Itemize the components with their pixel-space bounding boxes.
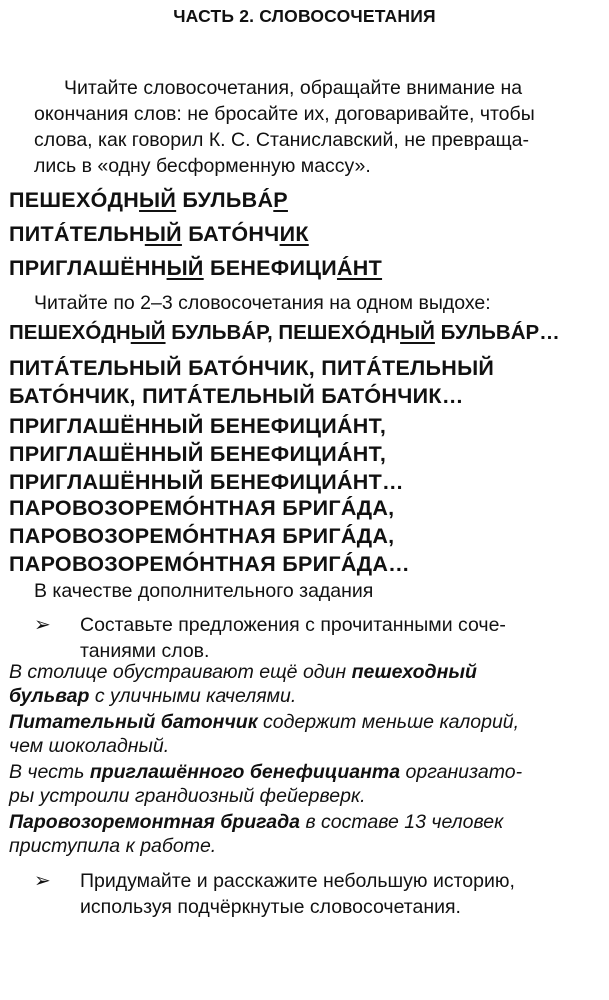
phrase-part: БУЛЬВÁ bbox=[176, 188, 274, 212]
bullet-task-1 bbox=[34, 612, 600, 664]
repeat-line: БАТÓНЧИК, ПИТÁТЕЛЬНЫЙ БАТÓНЧИК… bbox=[9, 384, 464, 408]
phrase-part: БУЛЬВÁР, ПЕШЕХÓДН bbox=[165, 321, 401, 344]
bullet-line: таниями слов. bbox=[80, 640, 210, 662]
phrase-part: ПЕШЕХÓДН bbox=[9, 321, 131, 344]
example-text: В честь bbox=[9, 761, 90, 783]
example-text: ры устроили грандиозный фейерверк. bbox=[9, 785, 366, 807]
bullet-line: Составьте предложения с прочитанными соче- bbox=[80, 614, 506, 636]
example-text: организато- bbox=[400, 761, 523, 783]
bullet-line: Придумайте и расскажите небольшую историю, bbox=[80, 870, 515, 892]
phrase-part: ПЕШЕХÓДН bbox=[9, 188, 140, 212]
example-bold: приглашённого бенефицианта bbox=[89, 761, 401, 783]
arrow-bullet-icon: ➢ bbox=[34, 614, 51, 636]
phrase-part: ПРИГЛАШЁНН bbox=[9, 256, 167, 280]
phrase-3 bbox=[9, 254, 382, 282]
phrase-2 bbox=[9, 220, 309, 248]
phrase-part: БУЛЬВÁР… bbox=[434, 321, 560, 344]
phrase-ending-underlined: ÁНТ bbox=[336, 256, 383, 280]
phrase-ending-underlined: ЫЙ bbox=[144, 222, 182, 246]
example-line bbox=[9, 660, 601, 684]
example-line bbox=[9, 784, 601, 808]
bullet-line: используя подчёркнутые словосочетания. bbox=[80, 896, 461, 918]
example-sentence-2 bbox=[9, 710, 601, 758]
phrase-part: БАТÓНЧ bbox=[181, 222, 280, 246]
intro-paragraph bbox=[34, 75, 600, 179]
intro-line: лись в «одну бесформенную массу». bbox=[34, 155, 371, 177]
phrase-1 bbox=[9, 186, 288, 214]
instruction-text: Читайте по 2–3 словосочетания на одном выдохе: bbox=[34, 292, 491, 314]
bullet-text bbox=[80, 612, 598, 664]
example-bold: Паровозоремонтная бригада bbox=[9, 811, 301, 833]
repeat-line: ПИТÁТЕЛЬНЫЙ БАТÓНЧИК, ПИТÁТЕЛЬНЫЙ bbox=[9, 356, 495, 380]
example-text: приступила к работе. bbox=[9, 835, 217, 857]
repeat-block-2 bbox=[9, 354, 494, 410]
example-sentence-1 bbox=[9, 660, 601, 708]
example-sentence-4 bbox=[9, 810, 601, 858]
repeat-line: ПАРОВОЗОРЕМÓНТНАЯ БРИГÁДА… bbox=[9, 552, 410, 576]
repeat-line-1 bbox=[9, 319, 560, 347]
example-line bbox=[9, 810, 601, 834]
intro-line: Читайте словосочетания, обращайте внимание на bbox=[64, 77, 523, 99]
repeat-line: ПАРОВОЗОРЕМÓНТНАЯ БРИГÁДА, bbox=[9, 524, 395, 548]
example-bold: пешеходный bbox=[351, 661, 477, 683]
phrase-ending-underlined: ЫЙ bbox=[400, 321, 435, 344]
example-bold: бульвар bbox=[9, 685, 90, 707]
intro-line: слова, как говорил К. С. Станиславский, не превраща- bbox=[34, 129, 529, 151]
example-line bbox=[9, 760, 601, 784]
repeat-line: ПРИГЛАШЁННЫЙ БЕНЕФИЦИÁНТ, bbox=[9, 442, 387, 466]
phrase-ending-underlined: ИК bbox=[279, 222, 309, 246]
intro-line: окончания слов: не бросайте их, договаривайте, чтобы bbox=[34, 103, 535, 125]
example-line bbox=[9, 710, 601, 734]
arrow-bullet-icon: ➢ bbox=[34, 870, 51, 892]
example-text: в составе 13 человек bbox=[300, 811, 504, 833]
phrase-part: БЕНЕФИЦИ bbox=[203, 256, 337, 280]
extra-task-text: В качестве дополнительного задания bbox=[34, 580, 374, 602]
repeat-block-4 bbox=[9, 494, 410, 578]
example-sentence-3 bbox=[9, 760, 601, 808]
example-text: с уличными качелями. bbox=[89, 685, 297, 707]
example-line bbox=[9, 684, 601, 708]
example-text: содержит меньше калорий, bbox=[257, 711, 520, 733]
bullet-task-2 bbox=[34, 868, 600, 920]
example-line bbox=[9, 834, 601, 858]
example-text: чем шоколадный. bbox=[9, 735, 170, 757]
repeat-line: ПРИГЛАШЁННЫЙ БЕНЕФИЦИÁНТ, bbox=[9, 414, 387, 438]
phrase-ending-underlined: ЫЙ bbox=[130, 321, 166, 344]
repeat-line: ПРИГЛАШЁННЫЙ БЕНЕФИЦИÁНТ… bbox=[9, 470, 404, 494]
example-bold: Питательный батончик bbox=[9, 711, 258, 733]
example-text: В столице обустраивают ещё один bbox=[9, 661, 352, 683]
bullet-text bbox=[80, 868, 598, 920]
phrase-ending-underlined: Р bbox=[273, 188, 288, 212]
example-line bbox=[9, 734, 601, 758]
phrase-ending-underlined: ЫЙ bbox=[166, 256, 204, 280]
repeat-line: ПАРОВОЗОРЕМÓНТНАЯ БРИГÁДА, bbox=[9, 496, 395, 520]
page-title: ЧАСТЬ 2. СЛОВОСОЧЕТАНИЯ bbox=[173, 6, 436, 26]
phrase-part: ПИТÁТЕЛЬН bbox=[9, 222, 145, 246]
phrase-ending-underlined: ЫЙ bbox=[139, 188, 177, 212]
repeat-block-3 bbox=[9, 412, 404, 496]
